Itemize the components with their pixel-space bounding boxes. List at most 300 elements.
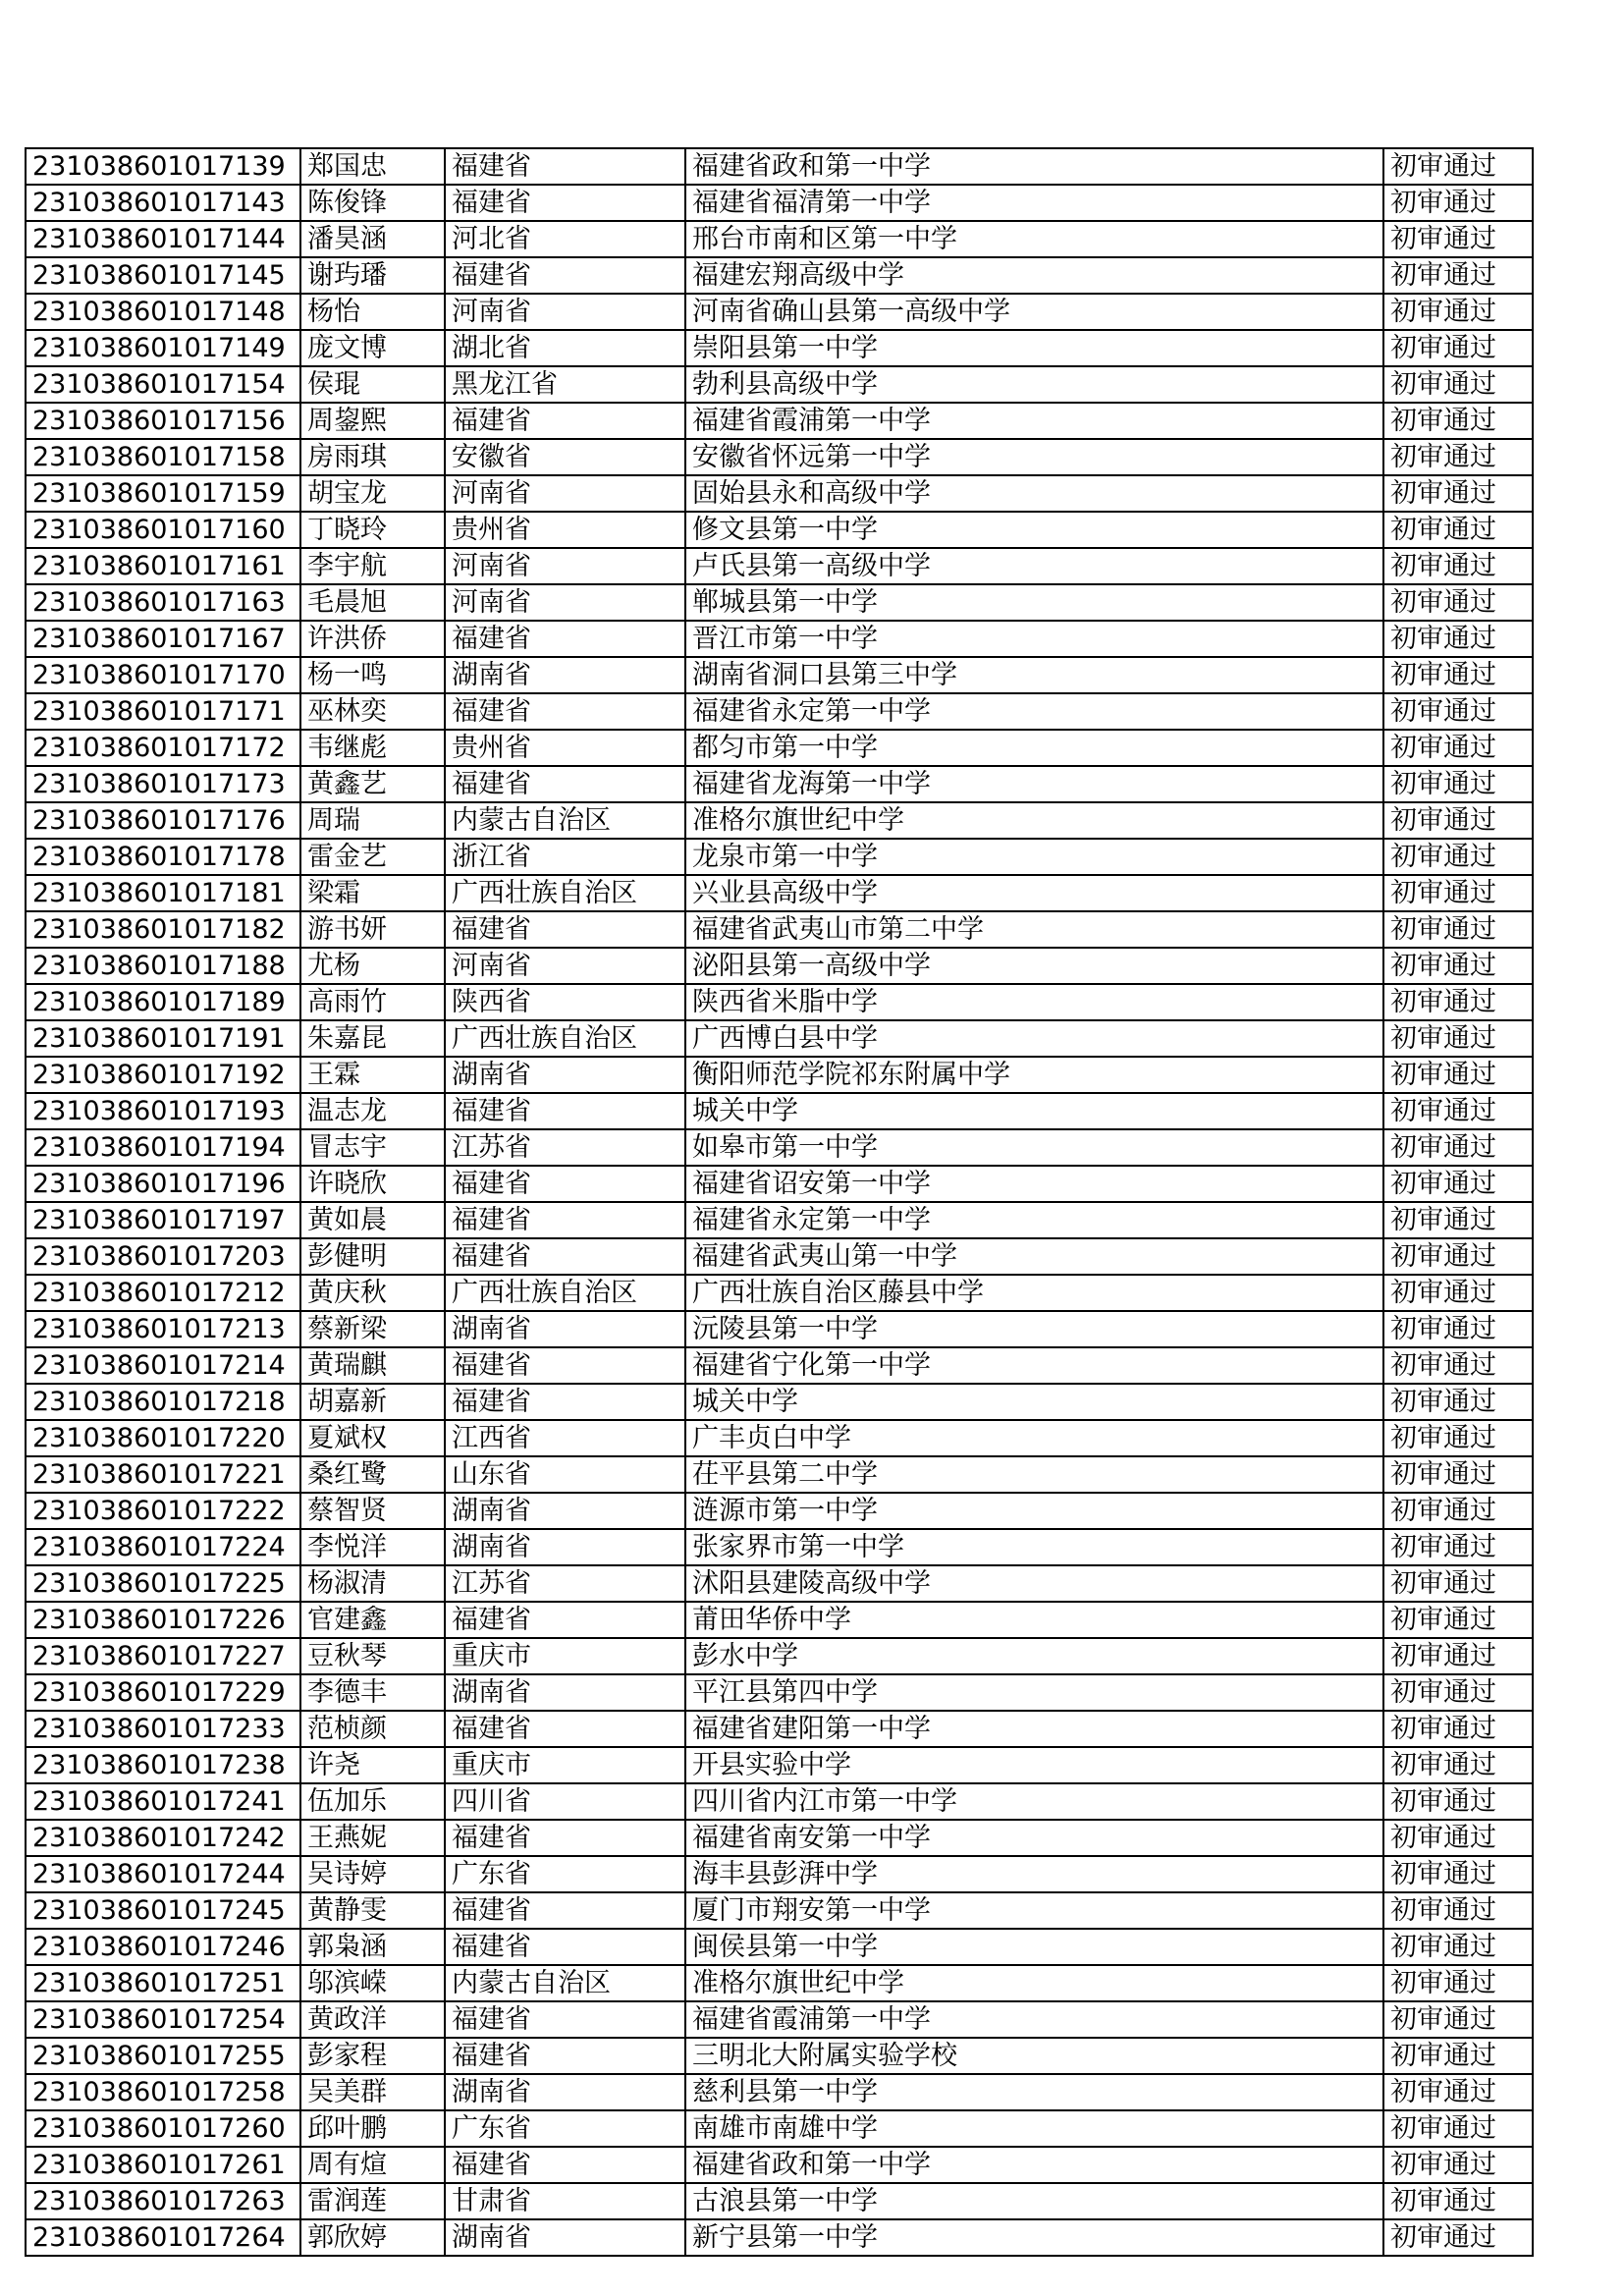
school-cell: 平江县第四中学 <box>685 1674 1383 1711</box>
applicant-id-cell: 231038601017160 <box>26 512 300 548</box>
school-cell: 福建省诏安第一中学 <box>685 1166 1383 1202</box>
school-cell: 福建省建阳第一中学 <box>685 1711 1383 1747</box>
applicant-id-cell: 231038601017154 <box>26 366 300 403</box>
status-cell: 初审通过 <box>1383 2074 1533 2110</box>
school-cell: 厦门市翔安第一中学 <box>685 1892 1383 1929</box>
table-row <box>26 548 1533 584</box>
table-row <box>26 221 1533 257</box>
name-cell: 蔡新梁 <box>300 1311 445 1347</box>
school-cell: 泌阳县第一高级中学 <box>685 948 1383 984</box>
name-cell: 官建鑫 <box>300 1602 445 1638</box>
applicant-id-cell: 231038601017159 <box>26 475 300 512</box>
applicant-id-cell: 231038601017261 <box>26 2147 300 2183</box>
name-cell: 郭枭涵 <box>300 1929 445 1965</box>
province-cell: 福建省 <box>445 257 685 294</box>
school-cell: 福建省政和第一中学 <box>685 148 1383 185</box>
status-cell: 初审通过 <box>1383 294 1533 330</box>
table-row <box>26 475 1533 512</box>
status-cell: 初审通过 <box>1383 2001 1533 2038</box>
table-row <box>26 1384 1533 1420</box>
school-cell: 开县实验中学 <box>685 1747 1383 1783</box>
applicant-id-cell: 231038601017170 <box>26 657 300 693</box>
table-row <box>26 1311 1533 1347</box>
table-row <box>26 657 1533 693</box>
province-cell: 河南省 <box>445 948 685 984</box>
table-row <box>26 693 1533 730</box>
province-cell: 福建省 <box>445 911 685 948</box>
status-cell: 初审通过 <box>1383 512 1533 548</box>
table-row <box>26 2147 1533 2183</box>
name-cell: 吴诗婷 <box>300 1856 445 1892</box>
table-row <box>26 1783 1533 1820</box>
province-cell: 湖南省 <box>445 1311 685 1347</box>
table-row <box>26 1965 1533 2001</box>
status-cell: 初审通过 <box>1383 984 1533 1020</box>
applicant-id-cell: 231038601017191 <box>26 1020 300 1057</box>
applicant-id-cell: 231038601017218 <box>26 1384 300 1420</box>
status-cell: 初审通过 <box>1383 1892 1533 1929</box>
school-cell: 安徽省怀远第一中学 <box>685 439 1383 475</box>
table-row <box>26 1420 1533 1456</box>
table-row <box>26 403 1533 439</box>
applicant-id-cell: 231038601017178 <box>26 839 300 875</box>
name-cell: 周瑞 <box>300 802 445 839</box>
province-cell: 湖南省 <box>445 1529 685 1565</box>
school-cell: 新宁县第一中学 <box>685 2219 1383 2256</box>
table-row <box>26 621 1533 657</box>
status-cell: 初审通过 <box>1383 148 1533 185</box>
school-cell: 福建省永定第一中学 <box>685 693 1383 730</box>
status-cell: 初审通过 <box>1383 621 1533 657</box>
name-cell: 吴美群 <box>300 2074 445 2110</box>
table-row <box>26 2074 1533 2110</box>
status-cell: 初审通过 <box>1383 330 1533 366</box>
province-cell: 福建省 <box>445 2147 685 2183</box>
status-cell: 初审通过 <box>1383 1202 1533 1238</box>
name-cell: 蔡智贤 <box>300 1493 445 1529</box>
table-row <box>26 1565 1533 1602</box>
school-cell: 茌平县第二中学 <box>685 1456 1383 1493</box>
applicant-id-cell: 231038601017241 <box>26 1783 300 1820</box>
table-row <box>26 294 1533 330</box>
table-row <box>26 730 1533 766</box>
province-cell: 江苏省 <box>445 1565 685 1602</box>
province-cell: 江苏省 <box>445 1129 685 1166</box>
province-cell: 广东省 <box>445 2110 685 2147</box>
table-row <box>26 1093 1533 1129</box>
name-cell: 许晓欣 <box>300 1166 445 1202</box>
status-cell: 初审通过 <box>1383 730 1533 766</box>
name-cell: 彭健明 <box>300 1238 445 1275</box>
applicant-id-cell: 231038601017233 <box>26 1711 300 1747</box>
school-cell: 广西博白县中学 <box>685 1020 1383 1057</box>
name-cell: 丁晓玲 <box>300 512 445 548</box>
school-cell: 福建宏翔高级中学 <box>685 257 1383 294</box>
province-cell: 福建省 <box>445 1202 685 1238</box>
table-row <box>26 1892 1533 1929</box>
status-cell: 初审通过 <box>1383 1965 1533 2001</box>
name-cell: 伍加乐 <box>300 1783 445 1820</box>
province-cell: 浙江省 <box>445 839 685 875</box>
province-cell: 广西壮族自治区 <box>445 875 685 911</box>
province-cell: 山东省 <box>445 1456 685 1493</box>
school-cell: 广丰贞白中学 <box>685 1420 1383 1456</box>
status-cell: 初审通过 <box>1383 1347 1533 1384</box>
applicant-id-cell: 231038601017226 <box>26 1602 300 1638</box>
applicant-id-cell: 231038601017251 <box>26 1965 300 2001</box>
table-row <box>26 512 1533 548</box>
school-cell: 卢氏县第一高级中学 <box>685 548 1383 584</box>
school-cell: 福建省政和第一中学 <box>685 2147 1383 2183</box>
status-cell: 初审通过 <box>1383 1674 1533 1711</box>
applicant-id-cell: 231038601017143 <box>26 185 300 221</box>
status-cell: 初审通过 <box>1383 2110 1533 2147</box>
province-cell: 福建省 <box>445 1384 685 1420</box>
school-cell: 张家界市第一中学 <box>685 1529 1383 1565</box>
applicant-id-cell: 231038601017148 <box>26 294 300 330</box>
status-cell: 初审通过 <box>1383 1565 1533 1602</box>
name-cell: 王燕妮 <box>300 1820 445 1856</box>
table-row <box>26 584 1533 621</box>
status-cell: 初审通过 <box>1383 1638 1533 1674</box>
applicant-id-cell: 231038601017222 <box>26 1493 300 1529</box>
table-row <box>26 2183 1533 2219</box>
name-cell: 李悦洋 <box>300 1529 445 1565</box>
table-row <box>26 1820 1533 1856</box>
name-cell: 许尧 <box>300 1747 445 1783</box>
school-cell: 邢台市南和区第一中学 <box>685 221 1383 257</box>
school-cell: 福建省霞浦第一中学 <box>685 2001 1383 2038</box>
province-cell: 贵州省 <box>445 512 685 548</box>
name-cell: 彭家程 <box>300 2038 445 2074</box>
applicant-id-cell: 231038601017156 <box>26 403 300 439</box>
province-cell: 贵州省 <box>445 730 685 766</box>
province-cell: 福建省 <box>445 1929 685 1965</box>
table-row <box>26 185 1533 221</box>
status-cell: 初审通过 <box>1383 1311 1533 1347</box>
status-cell: 初审通过 <box>1383 1166 1533 1202</box>
province-cell: 福建省 <box>445 403 685 439</box>
name-cell: 许洪侨 <box>300 621 445 657</box>
province-cell: 河南省 <box>445 475 685 512</box>
table-row <box>26 1456 1533 1493</box>
name-cell: 杨怡 <box>300 294 445 330</box>
status-cell: 初审通过 <box>1383 1020 1533 1057</box>
status-cell: 初审通过 <box>1383 2038 1533 2074</box>
status-cell: 初审通过 <box>1383 1384 1533 1420</box>
province-cell: 广东省 <box>445 1856 685 1892</box>
applicant-id-cell: 231038601017181 <box>26 875 300 911</box>
name-cell: 黄鑫艺 <box>300 766 445 802</box>
province-cell: 湖南省 <box>445 2074 685 2110</box>
province-cell: 湖南省 <box>445 1674 685 1711</box>
province-cell: 福建省 <box>445 185 685 221</box>
school-cell: 沅陵县第一中学 <box>685 1311 1383 1347</box>
applicant-id-cell: 231038601017246 <box>26 1929 300 1965</box>
province-cell: 福建省 <box>445 2001 685 2038</box>
status-cell: 初审通过 <box>1383 1238 1533 1275</box>
name-cell: 黄静雯 <box>300 1892 445 1929</box>
status-cell: 初审通过 <box>1383 766 1533 802</box>
table-row <box>26 839 1533 875</box>
applicant-id-cell: 231038601017227 <box>26 1638 300 1674</box>
status-cell: 初审通过 <box>1383 221 1533 257</box>
applicant-id-cell: 231038601017176 <box>26 802 300 839</box>
province-cell: 河南省 <box>445 548 685 584</box>
school-cell: 城关中学 <box>685 1384 1383 1420</box>
school-cell: 涟源市第一中学 <box>685 1493 1383 1529</box>
name-cell: 毛晨旭 <box>300 584 445 621</box>
applicant-id-cell: 231038601017244 <box>26 1856 300 1892</box>
applicant-id-cell: 231038601017197 <box>26 1202 300 1238</box>
applicant-id-cell: 231038601017263 <box>26 2183 300 2219</box>
applicant-id-cell: 231038601017264 <box>26 2219 300 2256</box>
applicant-id-cell: 231038601017139 <box>26 148 300 185</box>
name-cell: 韦继彪 <box>300 730 445 766</box>
name-cell: 范桢颜 <box>300 1711 445 1747</box>
school-cell: 勃利县高级中学 <box>685 366 1383 403</box>
status-cell: 初审通过 <box>1383 2219 1533 2256</box>
applicant-id-cell: 231038601017182 <box>26 911 300 948</box>
applicant-id-cell: 231038601017167 <box>26 621 300 657</box>
name-cell: 周鋆熙 <box>300 403 445 439</box>
status-cell: 初审通过 <box>1383 1820 1533 1856</box>
province-cell: 重庆市 <box>445 1747 685 1783</box>
name-cell: 杨一鸣 <box>300 657 445 693</box>
name-cell: 黄如晨 <box>300 1202 445 1238</box>
province-cell: 内蒙古自治区 <box>445 1965 685 2001</box>
name-cell: 侯琨 <box>300 366 445 403</box>
status-cell: 初审通过 <box>1383 839 1533 875</box>
applicant-id-cell: 231038601017242 <box>26 1820 300 1856</box>
name-cell: 郑国忠 <box>300 148 445 185</box>
school-cell: 城关中学 <box>685 1093 1383 1129</box>
name-cell: 谢玙璠 <box>300 257 445 294</box>
province-cell: 福建省 <box>445 2038 685 2074</box>
province-cell: 甘肃省 <box>445 2183 685 2219</box>
name-cell: 高雨竹 <box>300 984 445 1020</box>
province-cell: 湖南省 <box>445 2219 685 2256</box>
table-body <box>26 148 1533 2256</box>
name-cell: 李宇航 <box>300 548 445 584</box>
status-cell: 初审通过 <box>1383 1057 1533 1093</box>
name-cell: 朱嘉昆 <box>300 1020 445 1057</box>
applicant-id-cell: 231038601017224 <box>26 1529 300 1565</box>
name-cell: 豆秋琴 <box>300 1638 445 1674</box>
name-cell: 邱叶鹏 <box>300 2110 445 2147</box>
table-row <box>26 1711 1533 1747</box>
school-cell: 四川省内江市第一中学 <box>685 1783 1383 1820</box>
name-cell: 邬滨嵘 <box>300 1965 445 2001</box>
status-cell: 初审通过 <box>1383 1929 1533 1965</box>
name-cell: 桑红鹭 <box>300 1456 445 1493</box>
school-cell: 古浪县第一中学 <box>685 2183 1383 2219</box>
name-cell: 胡宝龙 <box>300 475 445 512</box>
province-cell: 福建省 <box>445 1602 685 1638</box>
table-row <box>26 948 1533 984</box>
table-row <box>26 1493 1533 1529</box>
school-cell: 莆田华侨中学 <box>685 1602 1383 1638</box>
school-cell: 慈利县第一中学 <box>685 2074 1383 2110</box>
name-cell: 房雨琪 <box>300 439 445 475</box>
applicant-id-cell: 231038601017172 <box>26 730 300 766</box>
province-cell: 湖南省 <box>445 1057 685 1093</box>
school-cell: 郸城县第一中学 <box>685 584 1383 621</box>
school-cell: 福建省永定第一中学 <box>685 1202 1383 1238</box>
province-cell: 河南省 <box>445 294 685 330</box>
school-cell: 沭阳县建陵高级中学 <box>685 1565 1383 1602</box>
province-cell: 福建省 <box>445 1093 685 1129</box>
applicant-id-cell: 231038601017225 <box>26 1565 300 1602</box>
status-cell: 初审通过 <box>1383 693 1533 730</box>
school-cell: 福建省龙海第一中学 <box>685 766 1383 802</box>
applicant-id-cell: 231038601017158 <box>26 439 300 475</box>
status-cell: 初审通过 <box>1383 475 1533 512</box>
province-cell: 河南省 <box>445 584 685 621</box>
school-cell: 崇阳县第一中学 <box>685 330 1383 366</box>
name-cell: 王霖 <box>300 1057 445 1093</box>
applicant-id-cell: 231038601017171 <box>26 693 300 730</box>
name-cell: 郭欣婷 <box>300 2219 445 2256</box>
name-cell: 黄庆秋 <box>300 1275 445 1311</box>
province-cell: 湖南省 <box>445 1493 685 1529</box>
status-cell: 初审通过 <box>1383 1456 1533 1493</box>
name-cell: 李德丰 <box>300 1674 445 1711</box>
name-cell: 陈俊锋 <box>300 185 445 221</box>
name-cell: 周有煊 <box>300 2147 445 2183</box>
name-cell: 黄瑞麒 <box>300 1347 445 1384</box>
name-cell: 杨淑清 <box>300 1565 445 1602</box>
name-cell: 潘昊涵 <box>300 221 445 257</box>
status-cell: 初审通过 <box>1383 948 1533 984</box>
school-cell: 都匀市第一中学 <box>685 730 1383 766</box>
school-cell: 三明北大附属实验学校 <box>685 2038 1383 2074</box>
table-row <box>26 1638 1533 1674</box>
applicant-id-cell: 231038601017173 <box>26 766 300 802</box>
table-row <box>26 439 1533 475</box>
school-cell: 湖南省洞口县第三中学 <box>685 657 1383 693</box>
status-cell: 初审通过 <box>1383 366 1533 403</box>
status-cell: 初审通过 <box>1383 1493 1533 1529</box>
school-cell: 兴业县高级中学 <box>685 875 1383 911</box>
applicant-id-cell: 231038601017163 <box>26 584 300 621</box>
province-cell: 福建省 <box>445 766 685 802</box>
province-cell: 福建省 <box>445 1347 685 1384</box>
school-cell: 固始县永和高级中学 <box>685 475 1383 512</box>
applicant-id-cell: 231038601017214 <box>26 1347 300 1384</box>
school-cell: 福建省宁化第一中学 <box>685 1347 1383 1384</box>
school-cell: 福建省南安第一中学 <box>685 1820 1383 1856</box>
table-row <box>26 1602 1533 1638</box>
table-row <box>26 1674 1533 1711</box>
province-cell: 内蒙古自治区 <box>445 802 685 839</box>
table-row <box>26 366 1533 403</box>
table-row <box>26 875 1533 911</box>
name-cell: 雷润莲 <box>300 2183 445 2219</box>
name-cell: 雷金艺 <box>300 839 445 875</box>
applicant-id-cell: 231038601017255 <box>26 2038 300 2074</box>
status-cell: 初审通过 <box>1383 1529 1533 1565</box>
table-row <box>26 1057 1533 1093</box>
applicant-id-cell: 231038601017203 <box>26 1238 300 1275</box>
applicant-id-cell: 231038601017196 <box>26 1166 300 1202</box>
name-cell: 庞文博 <box>300 330 445 366</box>
province-cell: 四川省 <box>445 1783 685 1820</box>
results-sheet <box>25 147 1532 2257</box>
status-cell: 初审通过 <box>1383 257 1533 294</box>
province-cell: 湖北省 <box>445 330 685 366</box>
status-cell: 初审通过 <box>1383 548 1533 584</box>
province-cell: 广西壮族自治区 <box>445 1020 685 1057</box>
status-cell: 初审通过 <box>1383 1093 1533 1129</box>
table-row <box>26 148 1533 185</box>
school-cell: 如皋市第一中学 <box>685 1129 1383 1166</box>
school-cell: 福建省武夷山第一中学 <box>685 1238 1383 1275</box>
applicant-id-cell: 231038601017192 <box>26 1057 300 1093</box>
applicant-id-cell: 231038601017188 <box>26 948 300 984</box>
province-cell: 福建省 <box>445 1238 685 1275</box>
applicant-id-cell: 231038601017260 <box>26 2110 300 2147</box>
table-row <box>26 1238 1533 1275</box>
school-cell: 准格尔旗世纪中学 <box>685 802 1383 839</box>
applicant-id-cell: 231038601017245 <box>26 1892 300 1929</box>
status-cell: 初审通过 <box>1383 439 1533 475</box>
school-cell: 龙泉市第一中学 <box>685 839 1383 875</box>
school-cell: 陕西省米脂中学 <box>685 984 1383 1020</box>
province-cell: 福建省 <box>445 148 685 185</box>
table-row <box>26 1529 1533 1565</box>
table-row <box>26 766 1533 802</box>
province-cell: 福建省 <box>445 693 685 730</box>
province-cell: 福建省 <box>445 1820 685 1856</box>
province-cell: 福建省 <box>445 1711 685 1747</box>
table-row <box>26 1929 1533 1965</box>
province-cell: 安徽省 <box>445 439 685 475</box>
applicant-id-cell: 231038601017229 <box>26 1674 300 1711</box>
school-cell: 福建省霞浦第一中学 <box>685 403 1383 439</box>
table-row <box>26 1275 1533 1311</box>
school-cell: 修文县第一中学 <box>685 512 1383 548</box>
status-cell: 初审通过 <box>1383 584 1533 621</box>
applicant-id-cell: 231038601017145 <box>26 257 300 294</box>
status-cell: 初审通过 <box>1383 875 1533 911</box>
school-cell: 福建省福清第一中学 <box>685 185 1383 221</box>
applicant-id-cell: 231038601017144 <box>26 221 300 257</box>
table-row <box>26 1856 1533 1892</box>
table-row <box>26 1347 1533 1384</box>
table-row <box>26 330 1533 366</box>
table-row <box>26 2110 1533 2147</box>
name-cell: 巫林奕 <box>300 693 445 730</box>
school-cell: 准格尔旗世纪中学 <box>685 1965 1383 2001</box>
province-cell: 福建省 <box>445 1892 685 1929</box>
status-cell: 初审通过 <box>1383 1856 1533 1892</box>
applicant-id-cell: 231038601017194 <box>26 1129 300 1166</box>
province-cell: 湖南省 <box>445 657 685 693</box>
school-cell: 彭水中学 <box>685 1638 1383 1674</box>
province-cell: 陕西省 <box>445 984 685 1020</box>
status-cell: 初审通过 <box>1383 1275 1533 1311</box>
table-row <box>26 1166 1533 1202</box>
status-cell: 初审通过 <box>1383 911 1533 948</box>
applicant-id-cell: 231038601017238 <box>26 1747 300 1783</box>
applicant-id-cell: 231038601017193 <box>26 1093 300 1129</box>
table-row <box>26 1020 1533 1057</box>
review-results-table <box>25 147 1534 2257</box>
province-cell: 重庆市 <box>445 1638 685 1674</box>
name-cell: 胡嘉新 <box>300 1384 445 1420</box>
province-cell: 黑龙江省 <box>445 366 685 403</box>
